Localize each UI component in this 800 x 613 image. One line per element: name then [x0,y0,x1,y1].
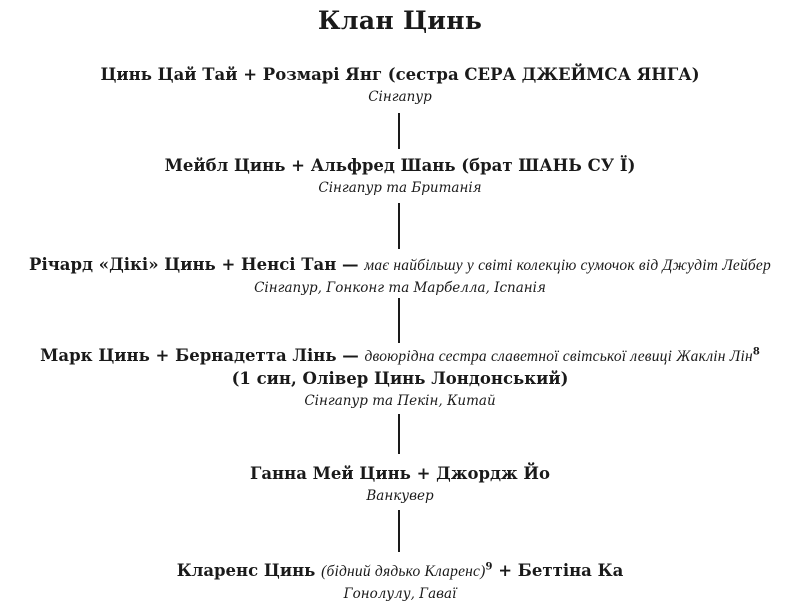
descriptive-note: (бідний дядько Кларенс) [321,563,486,580]
connector-line [398,414,400,454]
generation-3 [0,254,800,297]
couple-names: Ганна Мей Цинь + Джордж Йо [249,464,551,483]
location: Гонолулу, Гаваї [343,586,457,602]
location: Сінгапур та Британія [318,180,482,196]
page-title: Клан Цинь [317,6,483,35]
couple-names: Марк Цинь + Бернадетта Лінь — [40,346,365,365]
location: Сінгапур та Пекін, Китай [304,393,496,409]
person-name: Кларенс Цинь [176,561,322,580]
connector-line [398,203,400,249]
descriptive-note: має найбільшу у світі колекцію сумочок від Джудіт Лейбер [364,257,771,274]
children-note: (1 син, Олівер Цинь Лондонський) [231,369,569,388]
location: Сінгапур [368,89,432,105]
couple-line [0,254,800,277]
generation-4 [0,345,800,410]
location: Сінгапур, Гонконг та Марбелла, Іспанія [254,280,546,296]
descriptive-note: двоюрідна сестра славетної світської левиці Жаклін Лін [364,348,753,365]
connector-line [398,298,400,343]
generation-5 [0,463,800,505]
generation-1 [0,64,800,106]
generation-6 [0,560,800,603]
location: Ванкувер [366,488,434,504]
couple-line [0,560,800,583]
couple-names: Мейбл Цинь + Альфред Шань (брат ШАНЬ СУ Ї) [164,156,636,175]
generation-2 [0,155,800,197]
footnote-marker: 9 [485,561,493,573]
connector-line [398,113,400,149]
connector-line [398,510,400,552]
couple-names: Цинь Цай Тай + Розмарі Янг (сестра СЕРА ДЖЕЙМСА ЯНГА) [100,65,700,84]
footnote-marker: 8 [752,346,760,358]
couple-names: Річард «Дікі» Цинь + Ненсі Тан — [29,255,365,274]
spouse-name: + Беттіна Ка [492,561,624,580]
couple-line [0,345,800,368]
